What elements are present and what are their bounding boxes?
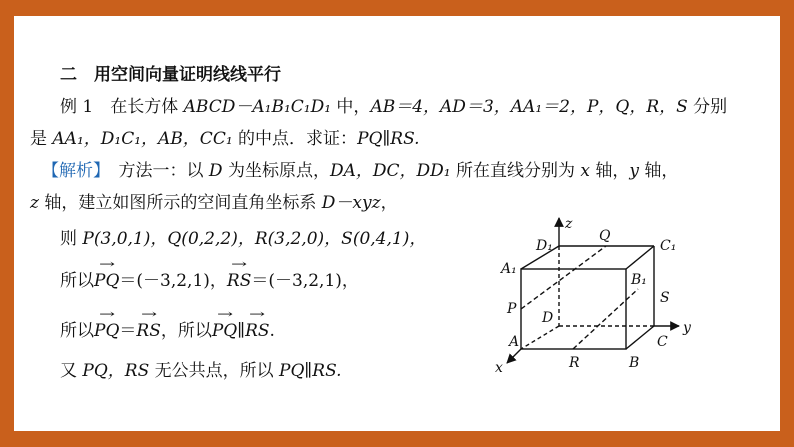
solution-text: 轴， — [589, 161, 630, 181]
label-p: P — [507, 301, 517, 317]
cuboid-diagram — [479, 206, 699, 386]
axis-lines: DA，DC，DD₁ — [329, 161, 451, 181]
x-axis-name: x — [580, 161, 590, 181]
period: . — [269, 321, 275, 341]
midpoint-segments: AA₁，D₁C₁，AB，CC₁ — [52, 129, 233, 149]
front-face — [521, 269, 626, 349]
vector-rs: → RS — [227, 271, 251, 291]
coord-q: Q(0,2,2)， — [167, 229, 255, 249]
label-a: A — [509, 334, 520, 350]
solution-text: 轴，建立如图所示的空间直角坐标系 — [38, 193, 322, 213]
segment-rs — [573, 289, 638, 349]
label-z: z — [565, 216, 573, 232]
label-d: D — [542, 310, 554, 326]
problem-text: 在长方体 — [110, 97, 184, 117]
edge-da — [521, 326, 559, 349]
vector-pq: → PQ — [94, 321, 119, 341]
solution-text: 方法一：以 — [118, 161, 209, 181]
x-axis — [507, 349, 521, 363]
solution-line-1 — [42, 156, 678, 181]
vector-rs: → RS — [245, 321, 269, 341]
claim: PQ∥RS. — [357, 129, 420, 149]
solution-line-2 — [30, 188, 398, 213]
solution-text: 无公共点，所以 — [149, 361, 280, 381]
points-list: P，Q，R，S — [586, 97, 688, 117]
edge-bc — [626, 326, 654, 349]
vector-pq: → PQ — [94, 271, 119, 291]
coord-r: R(3,2,0)， — [254, 229, 342, 249]
label-c1: C₁ — [660, 238, 677, 254]
label-r: R — [569, 355, 580, 371]
conclusion-claim: PQ∥RS. — [279, 361, 342, 381]
solution-text: ， — [380, 193, 398, 213]
label-a1: A₁ — [501, 261, 517, 277]
solution-text: 轴， — [639, 161, 679, 181]
label-s: S — [660, 290, 670, 306]
label-b1: B₁ — [631, 272, 647, 288]
problem-line-2 — [30, 124, 420, 149]
conclusion-line — [60, 356, 342, 381]
label-b: B — [629, 355, 640, 371]
segment-pq — [521, 246, 606, 309]
z-axis-name: z — [30, 193, 39, 213]
y-axis-name: y — [629, 161, 639, 181]
vectors-line — [60, 266, 359, 291]
equals-sign: ＝ — [119, 321, 137, 341]
problem-text: 的中点．求证： — [232, 129, 358, 149]
solution-text: 为坐标原点， — [222, 161, 330, 181]
conclusion-lines: PQ，RS — [82, 361, 150, 381]
problem-line-1 — [60, 92, 727, 117]
label-q: Q — [599, 228, 611, 244]
given-ab: AB＝4， — [370, 97, 441, 117]
coord-p: P(3,0,1)， — [82, 229, 168, 249]
problem-text: 是 — [30, 129, 53, 149]
label-c: C — [657, 334, 668, 350]
vector-pq-value: ＝(－3,2,1)， — [119, 271, 227, 291]
section-heading: 二 用空间向量证明线线平行 — [60, 65, 281, 85]
slide — [14, 16, 780, 431]
label-x: x — [495, 360, 503, 376]
problem-text: 分别 — [687, 97, 728, 117]
coordinate-system: D－xyz — [321, 193, 381, 213]
solution-text: ，所以 — [160, 321, 212, 341]
given-ad: AD＝3， — [440, 97, 511, 117]
label-d1: D₁ — [536, 238, 553, 254]
origin-point: D — [208, 161, 223, 181]
coord-s: S(0,4,1)， — [341, 229, 427, 249]
example-label: 例 1 — [60, 97, 94, 117]
solution-text: 则 — [60, 229, 83, 249]
label-y: y — [683, 320, 691, 336]
solution-text: 又 — [60, 361, 83, 381]
vector-rs-value: ＝(－3,2,1)， — [251, 271, 359, 291]
coordinates-line — [60, 224, 426, 249]
box-name: ABCD－A₁B₁C₁D₁ — [183, 97, 332, 117]
vector-rs: → RS — [136, 321, 160, 341]
solution-tag: 【解析】 — [42, 161, 102, 181]
vector-pq: → PQ — [212, 321, 237, 341]
edge-b1c1 — [626, 246, 654, 269]
solution-text: 所以 — [60, 271, 94, 291]
problem-text: 中， — [331, 97, 371, 117]
solution-text: 所以 — [60, 321, 94, 341]
solution-text: 所在直线分别为 — [450, 161, 581, 181]
parallel-sign: ∥ — [237, 321, 246, 341]
given-aa1: AA₁＝2， — [510, 97, 587, 117]
equality-line — [60, 316, 275, 341]
